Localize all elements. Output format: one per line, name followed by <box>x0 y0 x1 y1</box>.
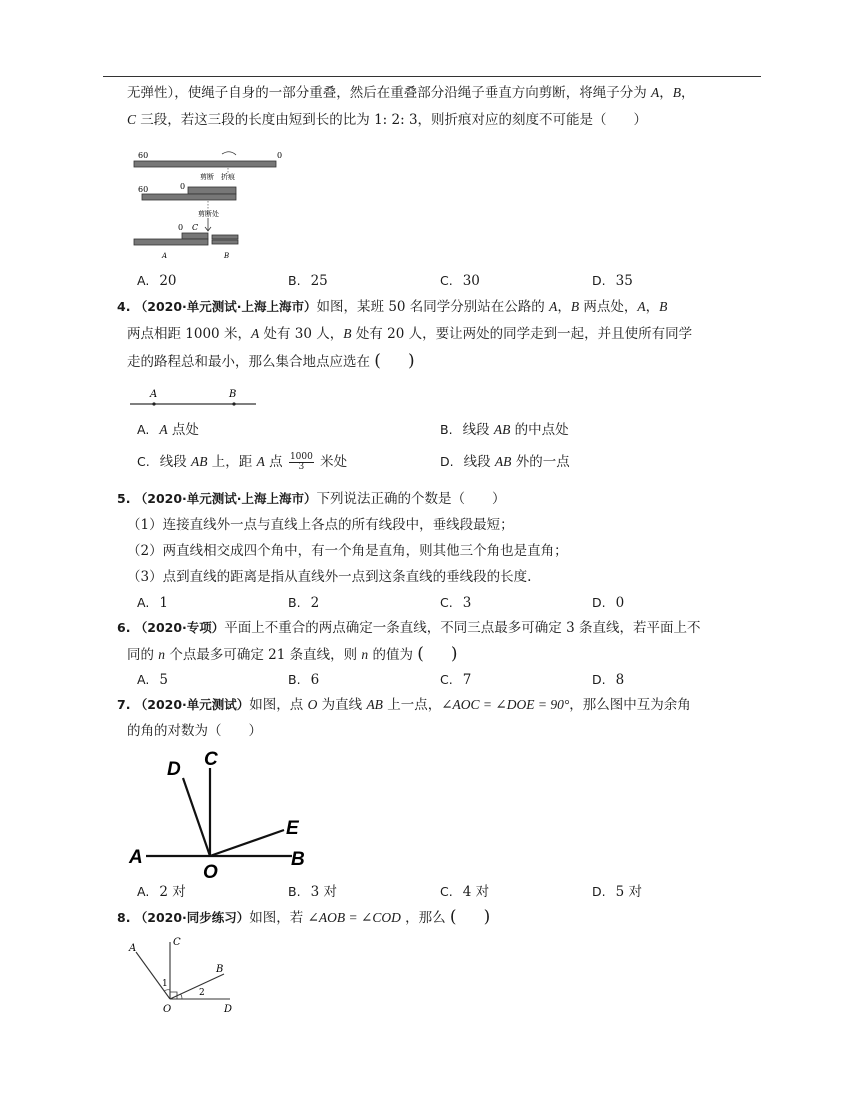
q7-source: （2020·单元测试） <box>134 697 250 712</box>
q5-statement-1: （1）连接直线外一点与直线上各点的所有线段中，垂线段最短； <box>127 517 514 533</box>
fig-label-c: C <box>173 937 181 948</box>
option-label: C. <box>440 672 453 687</box>
option-label: B. <box>288 672 301 687</box>
q6-number-3: 3 <box>566 620 575 636</box>
fig-label-b: B <box>216 964 224 975</box>
ray-ob <box>170 974 224 999</box>
rope-piece-c <box>182 233 208 239</box>
var-a: A <box>637 299 646 314</box>
var-a: A <box>549 299 558 314</box>
option-text: 的中点处 <box>514 422 569 438</box>
paren-close: ) <box>483 907 491 927</box>
option-label: D. <box>592 595 606 610</box>
rope-piece-a <box>134 239 208 245</box>
q3-line-2 <box>127 111 647 129</box>
q7-number: 7. <box>117 697 131 712</box>
q4-line-3 <box>127 352 415 371</box>
q7-angle-figure <box>126 744 312 880</box>
q7-option-b[interactable] <box>288 883 337 901</box>
q6-source: （2020·专项） <box>134 620 225 635</box>
option-text: 3 <box>462 595 472 611</box>
q7-option-d[interactable] <box>592 883 642 901</box>
q6-number: 6. <box>117 620 131 635</box>
option-text: 线段 <box>463 454 491 470</box>
option-text: 0 <box>615 595 625 611</box>
option-label: A. <box>137 672 150 687</box>
option-text: 上，距 <box>211 454 253 470</box>
q8-text-1b: ，那么 <box>405 910 446 926</box>
option-text: 3 对 <box>310 884 337 900</box>
option-label: B. <box>288 595 301 610</box>
fig-label-cut: 剪断 <box>200 173 214 181</box>
fig-label-b: B <box>224 252 230 260</box>
q4-road-figure <box>128 382 260 410</box>
q4-option-b[interactable] <box>440 421 569 439</box>
q3-line-1 <box>127 84 695 102</box>
cut-arrow <box>205 218 211 231</box>
q7-option-a[interactable] <box>137 883 186 901</box>
option-label: D. <box>592 884 606 899</box>
option-label: A. <box>137 422 150 437</box>
angle-arc-1 <box>164 990 170 991</box>
var-ab: AB <box>494 454 512 469</box>
q6-text-1: 平面上不重合的两点确定一条直线，不同三点最多可确定 <box>224 620 562 636</box>
q3-option-a[interactable] <box>137 272 177 290</box>
fig-label-cut-place: 剪断处 <box>198 210 219 218</box>
var-b: B <box>659 299 668 314</box>
fig-label-60: 60 <box>138 151 149 160</box>
q5-number: 5. <box>117 491 131 506</box>
option-text: 30 <box>462 273 480 289</box>
q3-rope-figure <box>128 146 288 262</box>
option-text: 8 <box>615 672 625 688</box>
q6-text-2c: 的值为 <box>372 647 413 663</box>
q5-statement-3: （3）点到直线的距离是指从直线外一点到这条直线的垂线段的长度. <box>127 569 532 585</box>
var-a: A <box>651 85 660 100</box>
option-text: 25 <box>310 273 328 289</box>
q4-option-a[interactable] <box>137 421 199 439</box>
paren-open: ( <box>374 351 381 371</box>
point-b <box>232 402 235 405</box>
option-text: 线段 <box>462 422 490 438</box>
var-a: A <box>256 454 265 469</box>
rope-overlap-top <box>188 187 236 194</box>
option-label: D. <box>440 454 454 469</box>
option-label: A. <box>137 884 150 899</box>
q8-angle-equation: ∠AOB = ∠COD <box>307 910 401 925</box>
option-text: 6 <box>310 672 320 688</box>
option-label: B. <box>288 884 301 899</box>
var-b: B <box>343 326 352 341</box>
option-label: A. <box>137 273 150 288</box>
option-text: 米处 <box>320 454 348 470</box>
q4-text-1: 如图，某班 50 名同学分别站在公路的 <box>316 299 545 315</box>
option-text: 20 <box>159 273 177 289</box>
fig-label-0b: 0 <box>180 182 186 191</box>
rope-piece-b-bottom <box>212 240 238 244</box>
fig-label-d: D <box>167 759 181 780</box>
q8-line-1 <box>117 908 490 927</box>
q6-line-2 <box>127 645 458 664</box>
option-text: 35 <box>615 273 633 289</box>
q5-statement-2: （2）两直线相交成四个角中，有一个角是直角，则其他三个角也是直角； <box>127 543 568 559</box>
q3-text-2: 三段，若这三段的长度由短到长的比为 1: 2: 3，则折痕对应的刻度不可能是（ ） <box>136 112 648 128</box>
q4-number: 4. <box>117 299 131 314</box>
ray-od <box>183 778 210 856</box>
q4-option-d[interactable] <box>440 453 570 471</box>
fig-label-a: A <box>162 252 168 260</box>
option-label: D. <box>592 273 606 288</box>
paren-close: ) <box>450 644 458 664</box>
var-c: C <box>127 112 137 127</box>
q5-option-b[interactable] <box>288 594 319 612</box>
q4-text-3: 走的路程总和最小，那么集合地点应选在 <box>127 354 370 370</box>
q6-option-b[interactable] <box>288 671 319 689</box>
fig-label-a: A <box>129 847 143 868</box>
q5-option-c[interactable] <box>440 594 471 612</box>
var-o: O <box>307 697 318 712</box>
comma: ， <box>681 85 695 101</box>
var-a: A <box>250 326 260 341</box>
q4-option-c[interactable] <box>137 453 347 472</box>
var-b: B <box>570 299 580 314</box>
fig-label-c: C <box>192 223 199 232</box>
q6-text-1b: 条直线，若平面上不 <box>578 620 701 636</box>
option-text: 点处 <box>171 422 199 438</box>
fig-label-0: 0 <box>277 151 283 160</box>
option-label: B. <box>440 422 453 437</box>
q6-text-2a: 同的 <box>127 647 154 663</box>
fig-label-o: O <box>163 1004 172 1015</box>
fig-label-fold: 折痕 <box>221 173 235 181</box>
q6-text-2b: 个点最多可确定 21 条直线，则 <box>169 647 358 663</box>
fig-label-b: B <box>291 849 305 870</box>
fig-label-a: A <box>150 389 158 400</box>
option-text: 2 对 <box>159 884 186 900</box>
q6-option-c[interactable] <box>440 671 471 689</box>
fig-label-e: E <box>286 818 299 839</box>
fold-arrow <box>222 152 236 155</box>
var-ab: AB <box>493 422 511 437</box>
q7-line-1 <box>117 696 691 714</box>
fig-label-b: B <box>229 389 237 400</box>
rope-full <box>134 161 276 167</box>
fraction-numerator: 1000 <box>289 452 313 462</box>
q7-angle-equation: ∠AOC = ∠DOE = 90° <box>441 697 570 712</box>
point-a <box>152 402 155 405</box>
option-text: 线段 <box>159 454 187 470</box>
q5-stem: 下列说法正确的个数是（ ） <box>316 491 506 507</box>
ray-oe <box>210 830 284 856</box>
fig-label-d: D <box>224 1004 233 1015</box>
option-label: A. <box>137 595 150 610</box>
q6-line-1 <box>117 619 700 637</box>
paren-close: ) <box>407 351 415 371</box>
paren-open: ( <box>417 644 424 664</box>
option-text: 4 对 <box>462 884 490 900</box>
option-label: C. <box>440 273 453 288</box>
q8-number: 8. <box>117 910 131 925</box>
q3-option-b[interactable] <box>288 272 328 290</box>
q7-text-1c: 上一点， <box>387 697 442 713</box>
fig-label-0c: 0 <box>178 223 184 232</box>
option-text: 2 <box>310 595 320 611</box>
option-label: B. <box>288 273 301 288</box>
q8-text-1a: 如图，若 <box>249 910 304 926</box>
ray-oa <box>136 952 170 999</box>
var-a: A <box>159 422 168 437</box>
header-rule <box>103 76 761 77</box>
q4-text-2: 两点相距 1000 米， <box>127 326 251 342</box>
fraction-1000-3 <box>289 453 314 472</box>
var-ab: AB <box>191 454 208 469</box>
q6-option-d[interactable] <box>592 671 624 689</box>
q3-option-c[interactable] <box>440 272 480 290</box>
var-ab: AB <box>366 697 383 712</box>
q7-text-1b: 为直线 <box>321 697 363 713</box>
q7-option-c[interactable] <box>440 883 489 901</box>
q4-line-2 <box>127 325 692 343</box>
q8-angle-figure <box>126 934 238 1016</box>
fig-label-60b: 60 <box>138 185 149 194</box>
q4-text-2c: 处有 20 人，要让两处的同学走到一起，并且使所有同学 <box>355 326 693 342</box>
option-text: 点 <box>269 454 283 470</box>
q3-text-1: 无弹性），使绳子自身的一部分重叠，然后在重叠部分沿绳子垂直方向剪断，将绳子分为 <box>127 85 647 101</box>
option-text: 5 对 <box>615 884 642 900</box>
q5-source: （2020·单元测试·上海上海市） <box>134 491 317 506</box>
q4-source: （2020·单元测试·上海上海市） <box>134 299 317 314</box>
paren-open: ( <box>449 907 457 927</box>
var-n: n <box>361 647 369 662</box>
q5-option-a[interactable] <box>137 594 168 612</box>
rope-piece-b-top <box>212 235 238 239</box>
option-label: C. <box>440 595 453 610</box>
q4-line-1: 4. （2020·单元测试·上海上海市）如图，某班 50 名同学分别站在公路的 A，B 两点处，A，B <box>117 299 668 315</box>
q7-line-2: 的角的对数为（ ） <box>127 723 262 739</box>
rope-overlap-bottom <box>142 194 236 200</box>
q4-text-2b: 处有 30 人， <box>263 326 344 342</box>
q3-option-d[interactable] <box>592 272 633 290</box>
option-text: 5 <box>159 672 168 688</box>
comma: ， <box>659 85 673 101</box>
q6-option-a[interactable] <box>137 671 168 689</box>
option-text: 7 <box>462 672 472 688</box>
option-label: D. <box>592 672 606 687</box>
option-label: C. <box>440 884 453 899</box>
option-label: C. <box>137 454 150 469</box>
fig-label-a: A <box>129 943 137 954</box>
q5-line-1 <box>117 490 506 508</box>
option-text: 外的一点 <box>515 454 570 470</box>
fig-label-1: 1 <box>162 979 168 989</box>
q8-source: （2020·同步练习） <box>134 910 250 925</box>
q7-text-1a: 如图，点 <box>249 697 304 713</box>
var-b: B <box>672 85 682 100</box>
q5-option-d[interactable] <box>592 594 624 612</box>
fig-label-o: O <box>203 862 218 880</box>
q4-text-1b: 两点处， <box>583 299 638 315</box>
option-text: 1 <box>159 595 168 611</box>
fig-label-c: C <box>204 749 218 770</box>
fraction-denominator: 3 <box>298 462 305 472</box>
var-n: n <box>158 647 166 662</box>
fig-label-2: 2 <box>199 988 205 998</box>
q7-text-1d: ，那么图中互为余角 <box>569 697 691 713</box>
